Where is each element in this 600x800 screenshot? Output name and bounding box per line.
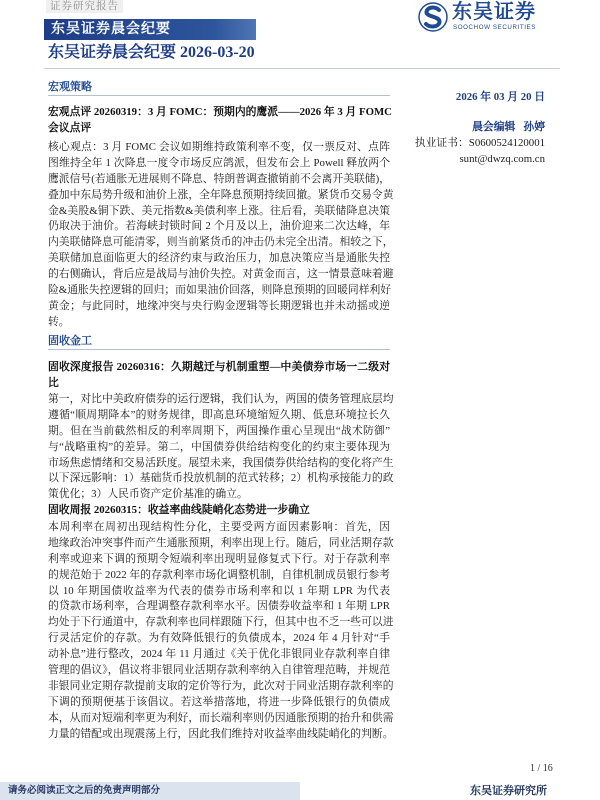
body-line: 地缘政治冲突事件而产生通胀预期，利率出现上行。随后，同业活期存款 <box>48 536 394 549</box>
body-line: 期。但在当前截然相反的利率周期下，两国操作重心呈现出“战术防御” <box>48 424 390 437</box>
article-title-line: 固收周报 20260315：收益率曲线陡峭化态势进一步确立 <box>48 504 310 516</box>
body-line: 行灵活定价的存款。为有效降低银行的负债成本，2024 年 4 月针对“手 <box>48 632 390 645</box>
body-line: 鹰派信号(若通胀无进展则不降息、特朗普调查撤销前不会离开美联储)， <box>48 172 390 185</box>
body-line: 图维持全年 1 次降息一度令市场反应鸽派，但发布会上 Powell 释放两个 <box>48 156 390 169</box>
title-divider <box>44 68 560 69</box>
footer-disclaimer: 请务必阅读正文之后的免责声明部分 <box>8 786 161 796</box>
body-line: 的规范始于 2022 年的存款利率市场化调整机制，自律机制成员银行参考 <box>48 568 390 581</box>
body-line: 本，从而对短端利率更为利好，而长端利率则仍因通胀预期的抬升和供需 <box>48 711 394 724</box>
body-line: 遵循“顺周期降本”的财务规律，即高息环境缩短久期、低息环境拉长久 <box>48 408 390 421</box>
license-number: 执业证书：S0600524120001 <box>414 137 545 149</box>
header-banner <box>44 19 256 40</box>
page-number: 1 / 16 <box>530 763 553 774</box>
page-title: 东吴证券晨会纪要 2026-03-20 <box>48 44 255 61</box>
body-line: 以 10 年期国债收益率为代表的债券市场利率和以 1 年期 LPR 为代表 <box>48 584 390 597</box>
body-line: 市场焦虑情绪和交易活跃度。展望未来，我国债券供给结构的变化将产生 <box>48 456 394 469</box>
article-macro-title <box>48 105 390 137</box>
article-bond-deep-title <box>48 360 390 392</box>
company-logo <box>418 1 558 35</box>
body-line: 险&通胀失控逻辑的回归；而如果油价回落，则降息预期的回暖同样利好 <box>48 284 392 297</box>
article-title-line: 固收深度报告 20260316：久期越迁与机制重塑—中美债券市场一二级对 <box>48 361 390 373</box>
body-line: 策优化；3）人民币资产定价基准的确立。 <box>48 488 248 501</box>
body-line: 核心观点：3 月 FOMC 会议如期维持政策利率不变，仅一票反对、点阵 <box>48 141 390 153</box>
article-bond-deep-body <box>48 392 394 503</box>
footer-band <box>0 782 300 800</box>
editor-email: sunt@dwzq.com.cn <box>459 153 545 165</box>
body-line: 叠加中东局势升级和油价上涨，全年降息预期持续回撤。紧货币交易令黄 <box>48 188 394 201</box>
body-line: 美联储加息面临更大的经济约束与政治压力，加息决策应当是通胀失控 <box>48 252 390 265</box>
section-heading-macro: 宏观策略 <box>48 80 390 96</box>
article-title-line: 比 <box>48 376 59 389</box>
section-heading-fixed-income: 固收金工 <box>48 334 390 350</box>
body-line: 本周利率在周初出现结构性分化，主要受两方面因素影响：首先，因 <box>48 521 390 533</box>
soochow-s-logo-icon <box>418 2 448 32</box>
footer-institute: 东吴证券研究所 <box>470 785 547 797</box>
report-type-tag: 证券研究报告 <box>46 0 123 13</box>
article-bond-weekly-title <box>48 503 390 519</box>
banner-title: 东吴证券晨会纪要 <box>51 22 171 37</box>
report-date: 2026 年 03 月 20 日 <box>455 91 545 103</box>
body-line: 利率或迎来下调的预期令短端利率出现明显修复式下行。对于存款利率 <box>48 552 390 565</box>
article-title-line: 会议点评 <box>48 121 92 134</box>
body-line: 管理的倡议》，倡议将非银同业活期存款利率纳入自律管理范畴，并规范 <box>48 664 390 677</box>
body-line: 第一，对比中美政府债券的运行逻辑，我们认为，两国的债务管理底层均 <box>48 393 394 405</box>
body-line: 的贷款市场利率，合理调整存款利率水平。因债券收益率和 1 年期 LPR <box>48 600 390 613</box>
body-line: 仍取决于油价。若海峡封锁时间 2 个月及以上，油价迎来二次达峰，年 <box>48 220 390 233</box>
article-macro-body <box>48 140 394 331</box>
editor-name: 孙婷 <box>523 121 545 133</box>
article-bond-weekly-body <box>48 520 394 742</box>
editor-label: 晨会编辑 <box>472 121 516 133</box>
body-line: 非银同业定期存款提前支取的定价等行为，此次对于同业活期存款利率的 <box>48 679 394 692</box>
article-title-line: 宏观点评 20260319：3 月 FOMC：预期内的鹰派——2026 年 3 月 FOMC <box>48 106 392 118</box>
body-line: 力量的错配或出现震荡上行，因此我们维持对收益率曲线陡峭化的判断。 <box>48 727 394 740</box>
body-line: 均处于下行通道中，存款利率也同样跟随下行，但其中也不乏一些可以进 <box>48 616 394 629</box>
body-line: 转。 <box>48 315 70 328</box>
editor-line <box>472 120 545 134</box>
body-line: 的右侧确认，背后应是战局与油价失控。对黄金而言，这一情景意味着避 <box>48 268 394 281</box>
body-line: 与“战略重构”的差异。第二，中国债券供给结构变化的约束主要体现为 <box>48 440 390 453</box>
body-line: 黄金；与此同时，地缘冲突与央行购金逻辑等长期逻辑也并未动摇或逆 <box>48 299 390 312</box>
body-line: 下调的预期便基于该倡议。若这举措落地，将进一步降低银行的负债成 <box>48 695 390 708</box>
body-line: 金&美股&铜下跌、美元指数&美债利率上涨。往后看，美联储降息决策 <box>48 204 390 217</box>
body-line: 内美联储降息可能清零，则当前紧货币的冲击仍未完全出清。相较之下， <box>48 236 394 249</box>
logo-chinese-name: 东吴证券 <box>452 1 536 23</box>
logo-english-name: SOOCHOW SECURITIES <box>453 24 536 31</box>
body-line: 动补息”进行整改，2024 年 11 月通过《关于优化非银同业存款利率自律 <box>48 648 390 661</box>
body-line: 以下深远影响：1）基础货币投放机制的范式转移；2）机构承接能力的政 <box>48 472 394 485</box>
